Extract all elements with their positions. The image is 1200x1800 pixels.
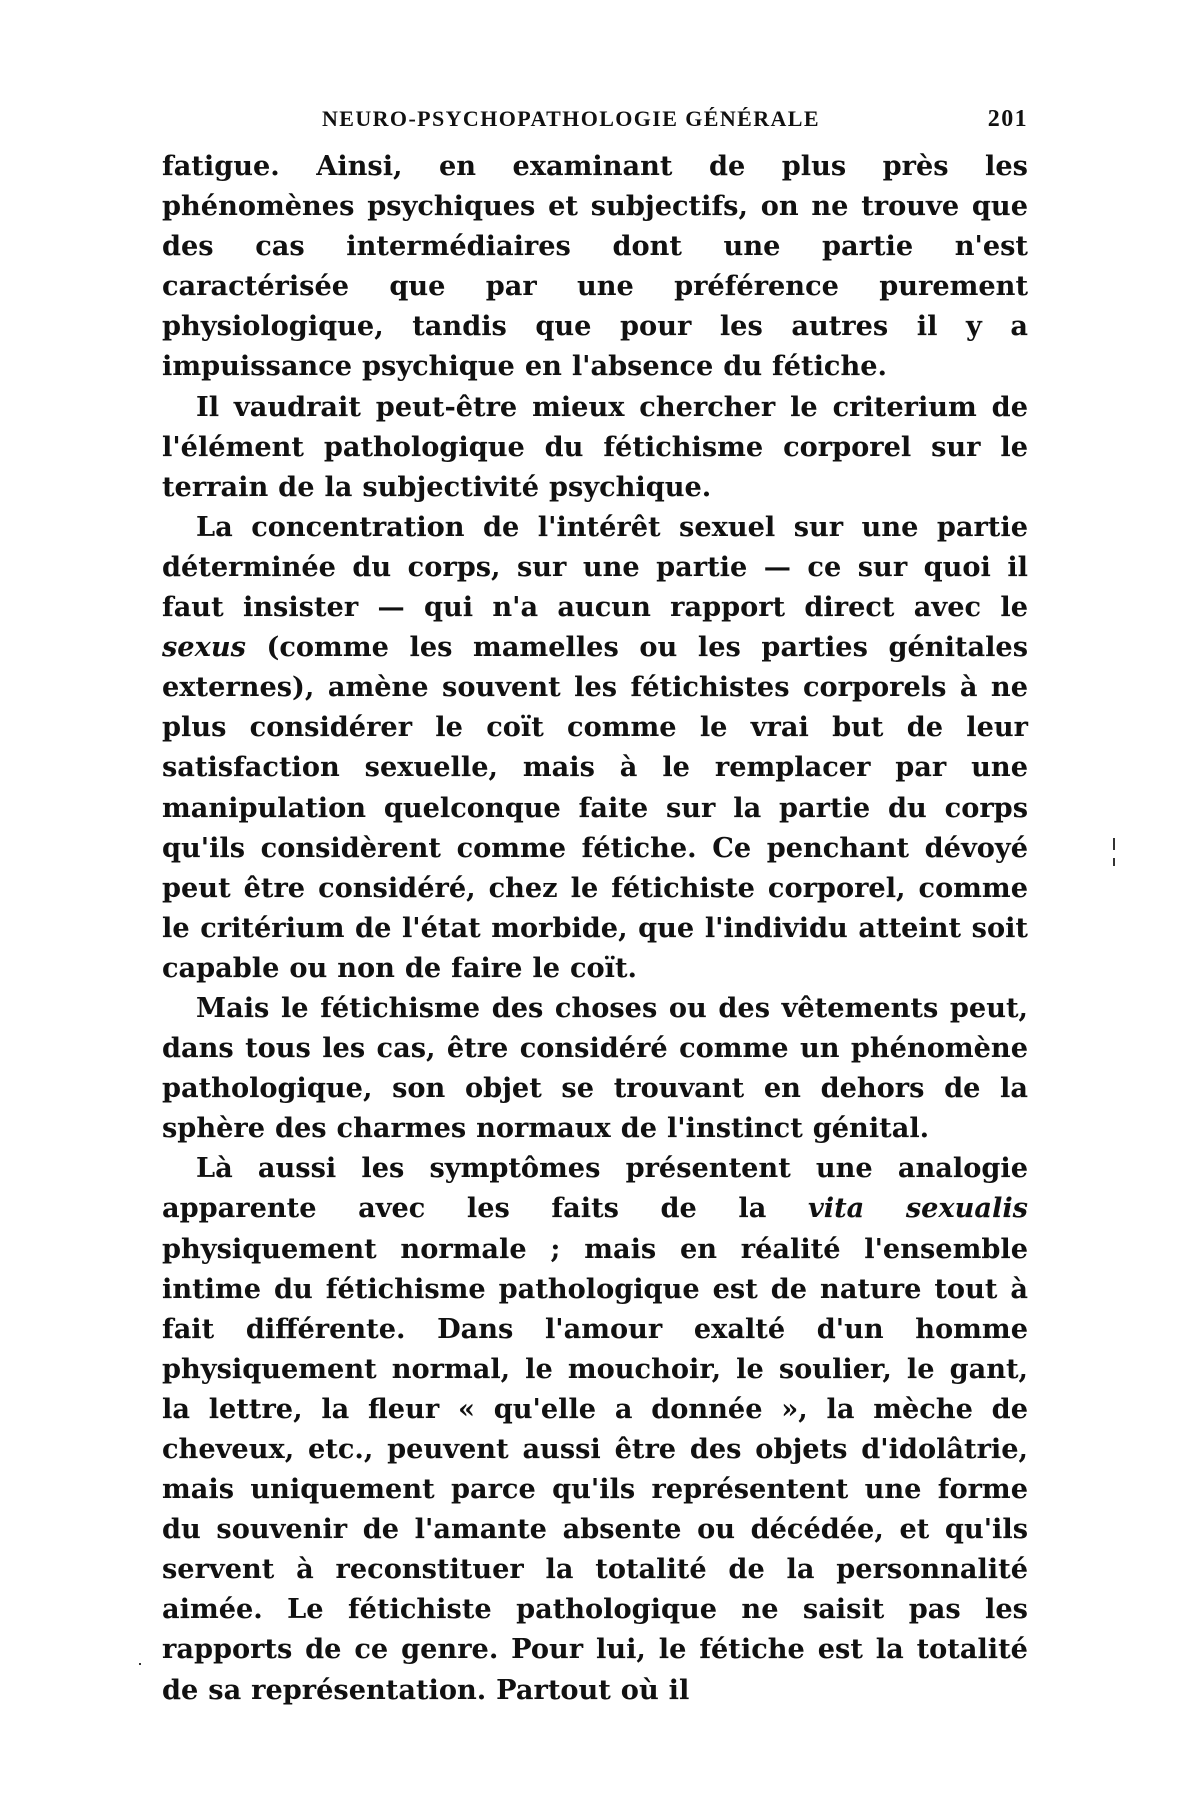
body-text xyxy=(162,146,1028,1710)
page-number: 201 xyxy=(987,106,1028,132)
paragraph-2 xyxy=(162,387,1028,507)
paragraph-1 xyxy=(162,146,1028,387)
paragraph-3-text-after: (comme les mamelles ou les parties génitales externes), amène souvent les fétichistes corporels à ne plus considérer le coït comme le vrai but de leur satisfaction sexuelle, mais à le remplacer par une manipulation quelconque faite sur la partie du corps qu'ils considèrent comme fétiche. Ce penchant dévoyé peut être considéré, chez le fétichiste corporel, comme le critérium de l'état morbide, que l'individu atteint soit capable ou non de faire le coït. xyxy=(162,631,1028,984)
scan-speck xyxy=(1113,858,1115,866)
paragraph-1-text: fatigue. Ainsi, en examinant de plus près les phénomènes psychiques et subjectifs, on ne trouve que des cas intermédiaires dont une partie n'est caractérisée que par une préférence purement physiologique, tandis que pour les autres il y a impuissance psychique en l'absence du fétiche. xyxy=(162,150,1028,383)
running-head xyxy=(162,96,1028,136)
paragraph-3-text: La concentration de l'intérêt sexuel sur une partie déterminée du corps, sur une partie — ce sur quoi il faut insister — qui n'a aucun rapport direct avec le xyxy=(162,510,1028,624)
paragraph-5-italic: vita sexualis xyxy=(807,1192,1028,1225)
paragraph-4 xyxy=(162,988,1028,1148)
paragraph-3-italic: sexus xyxy=(162,631,246,664)
paragraph-5 xyxy=(162,1148,1028,1709)
scan-speck xyxy=(139,1663,141,1665)
scan-speck xyxy=(1113,838,1115,850)
paragraph-3 xyxy=(162,507,1028,988)
book-page xyxy=(162,96,1028,1710)
paragraph-2-text: Il vaudrait peut-être mieux chercher le criterium de l'élément pathologique du fétichisme corporel sur le terrain de la subjectivité psychique. xyxy=(162,390,1028,503)
paragraph-5-text-after: physiquement normale ; mais en réalité l'ensemble intime du fétichisme pathologique est de nature tout à fait différente. Dans l'amour exalté d'un homme physiquement normal, le mouchoir, le soulier, le gant, la lettre, la fleur « qu'elle a donnée », la mèche de cheveux, etc., peuvent aussi être des objets d'idolâtrie, mais uniquement parce qu'ils représentent une forme du souvenir de l'amante absente ou décédée, et qu'ils servent à reconstituer la totalité de la personnalité aimée. Le fétichiste pathologique ne saisit pas les rapports de ce genre. Pour lui, le fétiche est la totalité de sa représentation. Partout où il xyxy=(162,1232,1028,1706)
paragraph-5-text: Là aussi les symptômes présentent une analogie apparente avec les faits de la xyxy=(162,1152,1028,1225)
running-title: NEURO-PSYCHOPATHOLOGIE GÉNÉRALE xyxy=(322,106,820,131)
paragraph-4-text: Mais le fétichisme des choses ou des vêtements peut, dans tous les cas, être considéré comme un phénomène pathologique, son objet se trouvant en dehors de la sphère des charmes normaux de l'instinct génital. xyxy=(162,991,1028,1145)
